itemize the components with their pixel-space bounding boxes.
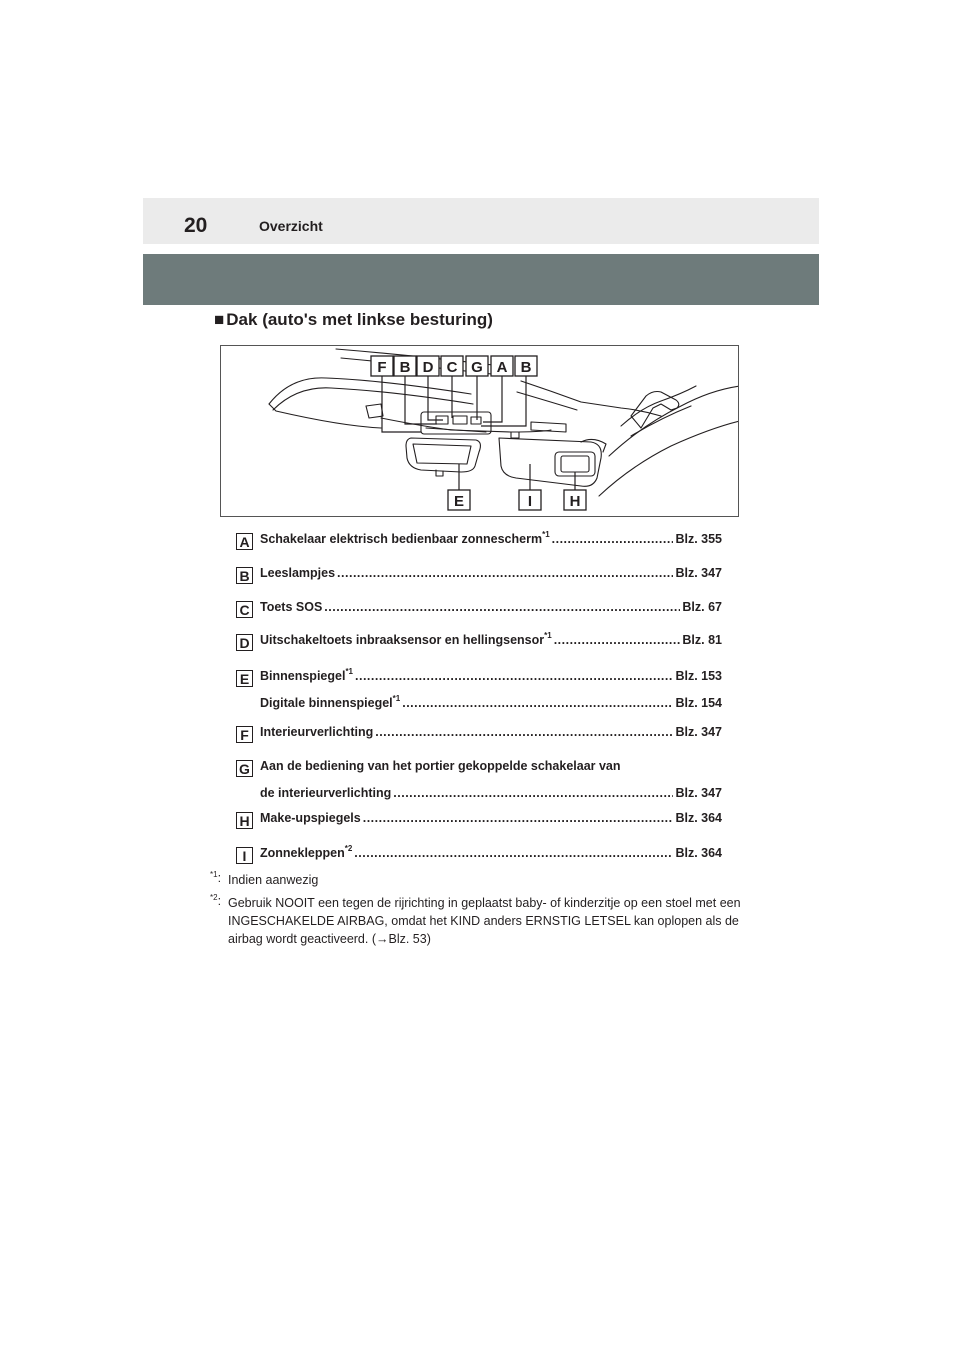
footnote-ref: *1 [542, 529, 550, 539]
legend-entry-line [260, 759, 722, 773]
legend-entry-text: Digitale binnenspiegel$^{*1}$ [260, 693, 401, 710]
top-callout-label-g: G [471, 359, 483, 376]
legend-entry-text: Binnenspiegel$^{*1}$ [260, 666, 353, 683]
top-callout-label-f: F [377, 359, 387, 376]
top-callouts [371, 356, 537, 376]
legend-label-box: G [236, 760, 253, 777]
sensor-module [366, 404, 383, 418]
dot-leader [552, 532, 674, 546]
legend-entry-text: de interieurverlichting [260, 786, 392, 800]
console-button [453, 416, 467, 424]
dot-leader [363, 811, 674, 825]
legend-entry [260, 843, 722, 860]
bottom-callout-label-e: E [453, 493, 465, 510]
dot-leader [354, 846, 673, 860]
leader-line-b2 [481, 376, 526, 426]
page-reference-link[interactable]: Blz. 347 [675, 566, 722, 580]
footnote-text: Indien aanwezig [228, 873, 319, 887]
footnote-mark: $^{*1}$: [210, 869, 222, 885]
console-edge [426, 428, 486, 432]
roof-console-figure [220, 345, 739, 517]
legend-entry [260, 600, 722, 614]
legend-entry [260, 693, 722, 710]
top-callout-label-c: C [446, 359, 458, 376]
page-reference-link[interactable]: Blz. 81 [682, 633, 722, 647]
legend-entry [260, 529, 722, 546]
footnote-mark: $^{*2}$: [210, 892, 222, 908]
legend-entry-text: Make-upspiegels [260, 811, 361, 825]
legend-entry [260, 566, 722, 580]
legend-entry-text: Uitschakeltoets inbraaksensor en hellingsensor$^{*1}$ [260, 630, 552, 647]
legend-entry-text: Interieurverlichting [260, 725, 374, 739]
top-callout-label-d: D [422, 359, 434, 376]
page-reference-link[interactable]: Blz. 67 [682, 600, 722, 614]
dot-leader [393, 786, 673, 800]
legend-entry [260, 630, 722, 647]
legend-label-box: E [236, 670, 253, 687]
legend-label-box: F [236, 726, 253, 743]
roof-console-illustration [221, 346, 739, 517]
top-callout-label-b: B [520, 359, 532, 376]
section-heading-text: Dak (auto's met linkse besturing) [226, 310, 493, 329]
bottom-callout-label-h: H [569, 493, 581, 510]
page-reference-link[interactable]: Blz. 347 [675, 725, 722, 739]
sun-visor [499, 438, 601, 486]
bottom-callouts [448, 490, 586, 510]
leader-lines [382, 376, 575, 490]
legend-label-box: C [236, 601, 253, 618]
legend-entry-text: Schakelaar elektrisch bedienbaar zonnescherm$^{*1}$ [260, 529, 550, 546]
page-reference-link[interactable]: Blz. 154 [675, 696, 722, 710]
square-bullet-icon: ■ [214, 310, 225, 329]
footnote-text: Gebruik NOOIT een tegen de rijrichting in geplaatst baby- of kinderzitje op een stoel met een INGESCHAKELDE AIRBAG, omdat het KIND anders ERNSTIG LETSEL kan oplopen als de airbag wordt geactiveerd. (→Blz. 53) [228, 896, 741, 946]
page-reference-link[interactable]: Blz. 153 [675, 669, 722, 683]
legend-entry-text: Zonnekleppen$^{*2}$ [260, 843, 353, 860]
leader-line-a [483, 376, 502, 422]
windshield-trim [273, 388, 473, 410]
mirror-glass [413, 444, 471, 464]
footnote-ref: *2 [344, 843, 353, 853]
page-number: 20 [184, 214, 208, 237]
dot-leader [375, 725, 673, 739]
footnote-ref: *1 [544, 630, 552, 640]
legend-label-box: H [236, 812, 253, 829]
windshield-trim [269, 404, 381, 428]
top-callout-label-a: A [496, 359, 508, 376]
legend-entry [260, 666, 722, 683]
top-callout-label-b: B [399, 359, 411, 376]
legend-label-box: I [236, 847, 253, 864]
page-reference-link[interactable]: Blz. 364 [675, 846, 722, 860]
visor-hook [531, 422, 566, 432]
section-band [143, 254, 819, 305]
footnote-ref: *1 [345, 666, 353, 676]
bottom-callout-label-i: I [527, 493, 533, 510]
page-reference-link[interactable]: Blz. 347 [675, 786, 722, 800]
legend-entry-text: Leeslampjes [260, 566, 336, 580]
legend-entry-text: Toets SOS [260, 600, 323, 614]
legend-label-box: B [236, 567, 253, 584]
footnote-ref: *1 [392, 693, 401, 703]
header-title: Overzicht [259, 218, 323, 234]
legend-label-box: D [236, 634, 253, 651]
dot-leader [324, 600, 680, 614]
dot-leader [355, 669, 673, 683]
a-pillar-trim [599, 421, 739, 496]
vanity-mirror-glass [561, 456, 589, 472]
dot-leader [554, 633, 681, 647]
legend-entry [260, 811, 722, 825]
page-reference-link[interactable]: Blz. 364 [675, 811, 722, 825]
legend-entry [260, 725, 722, 739]
legend-label-box: A [236, 533, 253, 550]
visor-clip [511, 432, 519, 438]
header-bar [143, 198, 819, 244]
page-reference-link[interactable]: Blz. 355 [675, 532, 722, 546]
legend-entry-text: Aan de bediening van het portier gekoppelde schakelaar van [260, 759, 621, 773]
dot-leader [402, 696, 673, 710]
console-button [471, 417, 481, 424]
dot-leader [337, 566, 673, 580]
legend-entry [260, 786, 722, 800]
section-heading [214, 310, 493, 330]
